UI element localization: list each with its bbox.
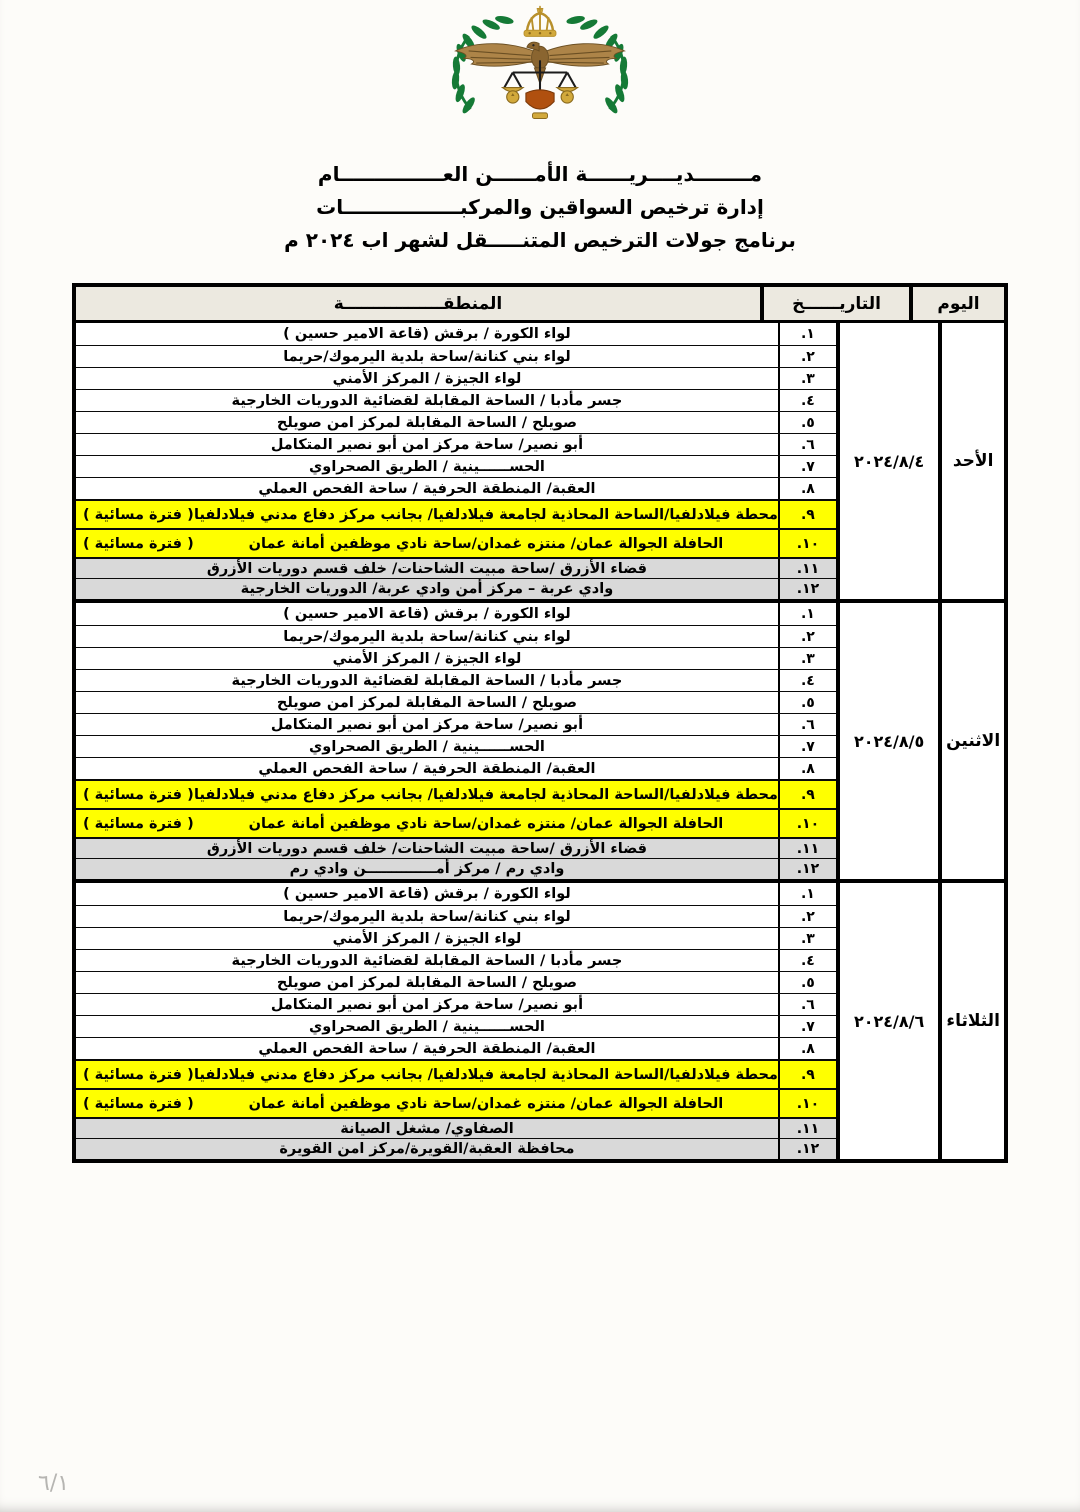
area-text: وادي عربة – مركز أمن وادي عربة/ الدوريات الخارجية <box>240 581 614 597</box>
table-row <box>76 993 836 1015</box>
row-number: ١٢. <box>778 1139 836 1159</box>
day-cell: الاثنين <box>938 603 1004 879</box>
row-number: ٨. <box>778 1038 836 1059</box>
evening-period-note: ( فترة مسائية ) <box>83 786 194 803</box>
row-number: ٨. <box>778 758 836 779</box>
row-area <box>76 1090 778 1117</box>
column-header-area: المنطقـــــــــــــــــة <box>333 293 503 314</box>
area-text: لواء بني كنانة/ساحة بلدية اليرموك/حريما <box>283 908 571 925</box>
row-area <box>76 412 778 433</box>
row-area <box>76 839 778 858</box>
row-number: ٤. <box>778 390 836 411</box>
date-cell: ٢٠٢٤/٨/٤ <box>836 323 938 599</box>
row-number: ٤. <box>778 670 836 691</box>
area-text: الصفاوي/ مشغل الصيانة <box>340 1120 514 1137</box>
evening-period-note: ( فترة مسائية ) <box>83 506 194 523</box>
row-area <box>76 994 778 1015</box>
area-text: وادي رم / مركز أمــــــــــــــن وادي رم <box>289 861 565 877</box>
table-row <box>76 603 836 625</box>
row-area <box>76 530 778 557</box>
row-area <box>76 1038 778 1059</box>
row-number: ١١. <box>778 839 836 858</box>
row-number: ١٢. <box>778 579 836 599</box>
day-section-tuesday <box>76 879 1004 1159</box>
table-row <box>76 411 836 433</box>
area-text: محطة فيلادلفيا/الساحة المحاذية لجامعة فيلادلفيا/ بجانب مركز دفاع مدني فيلادلفيا <box>194 1066 778 1083</box>
table-row <box>76 669 836 691</box>
row-area <box>76 1119 778 1138</box>
area-text: قضاء الأزرق /ساحة مبيت الشاحنات/ خلف قسم دوريات الأزرق <box>206 840 648 857</box>
row-number: ٤. <box>778 950 836 971</box>
table-row-highlighted <box>76 528 836 557</box>
row-area <box>76 478 778 499</box>
row-area <box>76 692 778 713</box>
area-text: جسر مأدبا / الساحة المقابلة لقضائية الدوريات الخارجية <box>231 672 623 689</box>
row-number: ٥. <box>778 972 836 993</box>
area-text: الحافلة الجوالة عمان/ منتزه غمدان/ساحة نادي موظفين أمانة عمان <box>248 815 724 832</box>
column-header-date: التاريــــــخ <box>760 287 909 320</box>
evening-period-note: ( فترة مسائية ) <box>83 815 194 832</box>
area-rows <box>76 603 836 879</box>
table-row <box>76 433 836 455</box>
area-text: صويلح / الساحة المقابلة لمركز امن صويلح <box>276 974 577 991</box>
row-number: ٩. <box>778 781 836 808</box>
row-number: ٥. <box>778 692 836 713</box>
area-text: لواء الكورة / برقش (قاعة الامير حسين ) <box>283 886 571 902</box>
table-row-highlighted <box>76 1088 836 1117</box>
row-number: ٧. <box>778 456 836 477</box>
table-row <box>76 1015 836 1037</box>
area-rows <box>76 883 836 1159</box>
evening-period-note: ( فترة مسائية ) <box>83 1095 194 1112</box>
table-row <box>76 757 836 779</box>
area-text: لواء الجيزة / المركز الأمني <box>332 930 522 947</box>
row-number: ٩. <box>778 501 836 528</box>
area-text: الحســــــينية / الطريق الصحراوي <box>309 458 545 475</box>
table-row <box>76 1037 836 1059</box>
day-cell: الثلاثاء <box>938 883 1004 1159</box>
day-section-monday <box>76 599 1004 879</box>
table-row <box>76 713 836 735</box>
program-title: برنامج جولات الترخيص المتنـــــقل لشهر اب ٢٠٢٤ م <box>284 228 796 252</box>
area-text: صويلح / الساحة المقابلة لمركز امن صويلح <box>276 414 577 431</box>
area-text: أبو نصير/ ساحة مركز امن أبو نصير المتكامل <box>270 436 584 453</box>
row-number: ٧. <box>778 1016 836 1037</box>
table-row-highlighted <box>76 1059 836 1088</box>
row-area <box>76 714 778 735</box>
table-row <box>76 455 836 477</box>
row-number: ١١. <box>778 559 836 578</box>
area-text: العقبة/ المنطقة الحرفية / ساحة الفحص العملي <box>258 760 596 777</box>
row-area <box>76 950 778 971</box>
table-row-muted <box>76 578 836 599</box>
day-cell: الأحد <box>938 323 1004 599</box>
area-rows <box>76 323 836 599</box>
area-text: العقبة/ المنطقة الحرفية / ساحة الفحص العملي <box>258 480 596 497</box>
day-section-sunday <box>76 323 1004 599</box>
row-area <box>76 626 778 647</box>
row-number: ٢. <box>778 346 836 367</box>
area-text: محطة فيلادلفيا/الساحة المحاذية لجامعة فيلادلفيا/ بجانب مركز دفاع مدني فيلادلفيا <box>194 786 778 803</box>
row-area <box>76 390 778 411</box>
jordan-public-security-emblem-icon <box>435 4 645 130</box>
area-text: أبو نصير/ ساحة مركز امن أبو نصير المتكامل <box>270 716 584 733</box>
table-row <box>76 927 836 949</box>
area-text: لواء بني كنانة/ساحة بلدية اليرموك/حريما <box>283 348 571 365</box>
area-text: الحســــــينية / الطريق الصحراوي <box>309 1018 545 1035</box>
row-number: ٣. <box>778 648 836 669</box>
row-area <box>76 603 778 625</box>
document-header <box>0 158 1080 257</box>
table-row-highlighted <box>76 779 836 808</box>
row-area <box>76 579 778 599</box>
table-row <box>76 367 836 389</box>
row-area <box>76 972 778 993</box>
row-number: ١. <box>778 603 836 625</box>
area-text: لواء الجيزة / المركز الأمني <box>332 650 522 667</box>
row-number: ٧. <box>778 736 836 757</box>
row-number: ١٢. <box>778 859 836 879</box>
table-row <box>76 883 836 905</box>
area-text: العقبة/ المنطقة الحرفية / ساحة الفحص العملي <box>258 1040 596 1057</box>
row-area <box>76 456 778 477</box>
row-number: ١١. <box>778 1119 836 1138</box>
row-area <box>76 323 778 345</box>
row-number: ٦. <box>778 434 836 455</box>
row-area <box>76 736 778 757</box>
row-area <box>76 368 778 389</box>
table-row-muted <box>76 837 836 858</box>
area-text: صويلح / الساحة المقابلة لمركز امن صويلح <box>276 694 577 711</box>
row-area <box>76 758 778 779</box>
table-row-highlighted <box>76 499 836 528</box>
area-text: محافظة العقبة/القويرة/مركز امن القويرة <box>279 1141 575 1157</box>
row-number: ١٠. <box>778 810 836 837</box>
row-area <box>76 670 778 691</box>
area-text: محطة فيلادلفيا/الساحة المحاذية لجامعة فيلادلفيا/ بجانب مركز دفاع مدني فيلادلفيا <box>194 506 778 523</box>
table-row <box>76 647 836 669</box>
area-text: جسر مأدبا / الساحة المقابلة لقضائية الدوريات الخارجية <box>231 392 623 409</box>
evening-period-note: ( فترة مسائية ) <box>83 535 194 552</box>
page-number: ٦/١ <box>38 1471 70 1496</box>
org-title: مــــــــديــــريــــــة الأمــــــن العـــــــــــــــام <box>317 162 763 186</box>
evening-period-note: ( فترة مسائية ) <box>83 1066 194 1083</box>
date-cell: ٢٠٢٤/٨/٦ <box>836 883 938 1159</box>
row-number: ٣. <box>778 368 836 389</box>
table-row <box>76 345 836 367</box>
table-row-muted <box>76 557 836 578</box>
table-row <box>76 323 836 345</box>
area-text: لواء الكورة / برقش (قاعة الامير حسين ) <box>283 606 571 622</box>
area-text: لواء الجيزة / المركز الأمني <box>332 370 522 387</box>
table-header-row <box>76 287 1004 323</box>
row-area <box>76 559 778 578</box>
row-number: ٦. <box>778 994 836 1015</box>
row-number: ٦. <box>778 714 836 735</box>
row-number: ٥. <box>778 412 836 433</box>
area-text: قضاء الأزرق /ساحة مبيت الشاحنات/ خلف قسم دوريات الأزرق <box>206 560 648 577</box>
table-row <box>76 735 836 757</box>
row-area <box>76 501 778 528</box>
table-row-muted <box>76 858 836 879</box>
row-area <box>76 883 778 905</box>
table-row-muted <box>76 1138 836 1159</box>
table-row <box>76 949 836 971</box>
row-area <box>76 346 778 367</box>
row-number: ١٠. <box>778 530 836 557</box>
row-number: ٣. <box>778 928 836 949</box>
row-area <box>76 810 778 837</box>
area-text: الحســــــينية / الطريق الصحراوي <box>309 738 545 755</box>
table-row <box>76 691 836 713</box>
row-area <box>76 781 778 808</box>
row-area <box>76 928 778 949</box>
table-row <box>76 971 836 993</box>
row-area <box>76 434 778 455</box>
row-area <box>76 1061 778 1088</box>
row-area <box>76 648 778 669</box>
row-number: ٨. <box>778 478 836 499</box>
row-number: ٩. <box>778 1061 836 1088</box>
area-text: لواء الكورة / برقش (قاعة الامير حسين ) <box>283 326 571 342</box>
row-number: ١. <box>778 323 836 345</box>
area-text: أبو نصير/ ساحة مركز امن أبو نصير المتكامل <box>270 996 584 1013</box>
table-row <box>76 389 836 411</box>
table-row <box>76 625 836 647</box>
area-text: الحافلة الجوالة عمان/ منتزه غمدان/ساحة نادي موظفين أمانة عمان <box>248 535 724 552</box>
row-number: ١. <box>778 883 836 905</box>
row-area <box>76 906 778 927</box>
row-area <box>76 1016 778 1037</box>
date-cell: ٢٠٢٤/٨/٥ <box>836 603 938 879</box>
table-row <box>76 477 836 499</box>
table-row <box>76 905 836 927</box>
area-text: جسر مأدبا / الساحة المقابلة لقضائية الدوريات الخارجية <box>231 952 623 969</box>
column-header-day: اليوم <box>909 287 1004 320</box>
mobile-licensing-schedule-table <box>72 283 1008 1163</box>
row-number: ٢. <box>778 626 836 647</box>
table-row-highlighted <box>76 808 836 837</box>
dept-title: إدارة ترخيص السواقين والمركبـــــــــــــــــات <box>316 195 764 219</box>
area-text: الحافلة الجوالة عمان/ منتزه غمدان/ساحة نادي موظفين أمانة عمان <box>248 1095 724 1112</box>
row-number: ١٠. <box>778 1090 836 1117</box>
row-area <box>76 859 778 879</box>
table-row-muted <box>76 1117 836 1138</box>
area-text: لواء بني كنانة/ساحة بلدية اليرموك/حريما <box>283 628 571 645</box>
row-area <box>76 1139 778 1159</box>
row-number: ٢. <box>778 906 836 927</box>
